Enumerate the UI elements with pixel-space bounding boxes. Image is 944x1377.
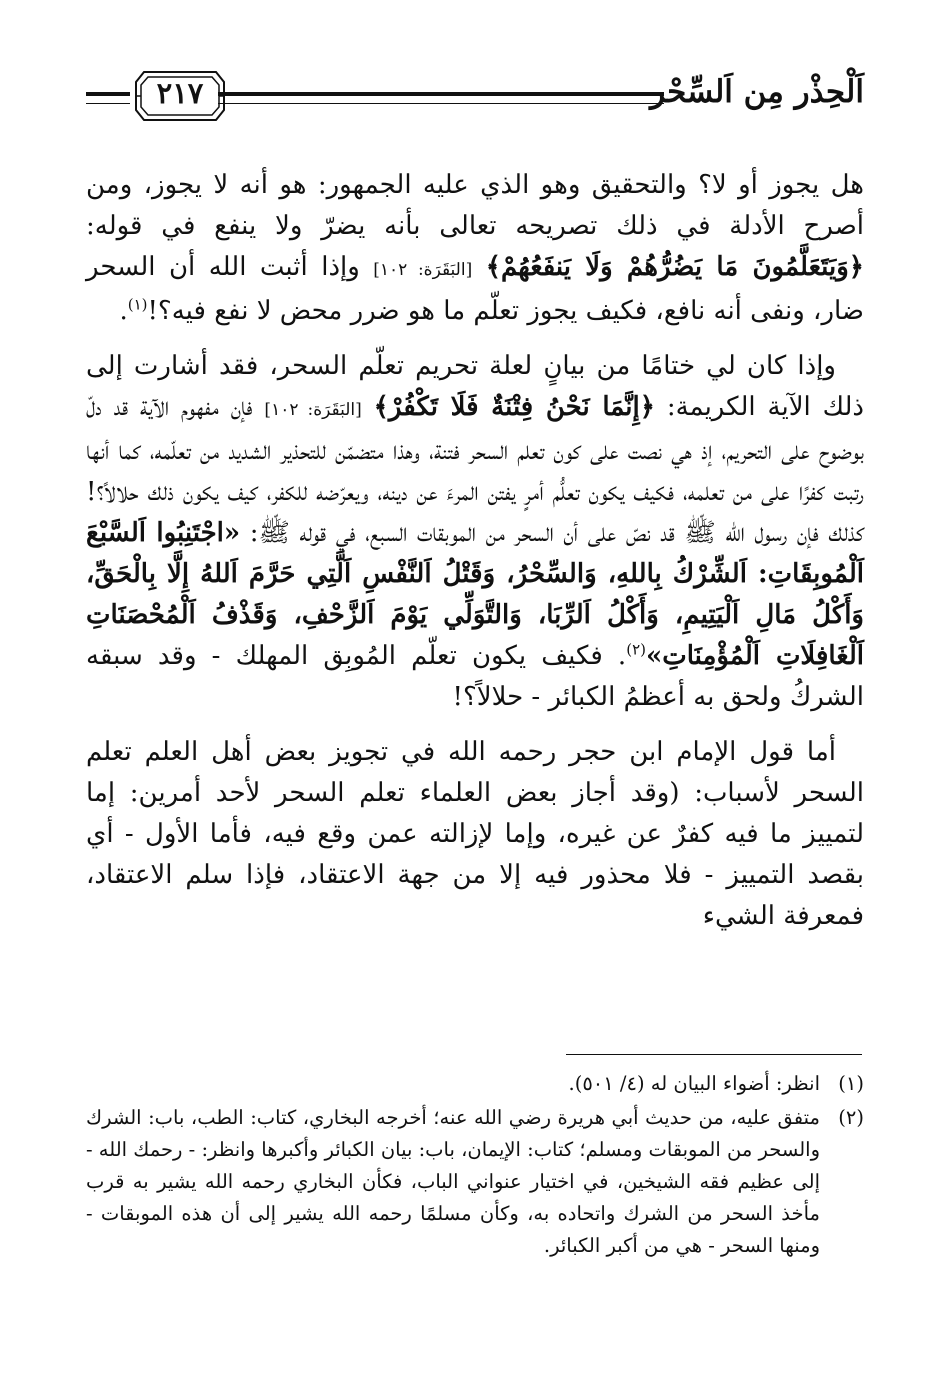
footnote-1 [86, 1068, 864, 1100]
verse-reference-1: [البَقَرَة: ١٠٢] [373, 260, 473, 280]
quran-verse-1: ﴿وَيَتَعَلَّمُونَ مَا يَضُرُّهُمْ وَلَا يَنفَعُهُمْ﴾ [485, 252, 865, 282]
footnote-text: متفق عليه، من حديث أبي هريرة رضي الله عنه؛ أخرجه البخاري، كتاب: الطب، باب: الشرك والسحر من الموبقات ومسلم؛ كتاب: الإيمان، باب: بيان الكبائر وأكبرها وانظر: - رحمك الله - إلى عظيم فقه الشيخين، في اختيار عنواني الباب، فكأن البخاري رحمه الله يشير به قرب مأخذ السحر من الشرك واتحاده به، وكأن مسلمًا رحمه الله يشير إلى أن هذه الموبقات - ومنها السحر - هي من أكبر الكبائر. [86, 1106, 820, 1257]
footnote-marker-1[interactable]: (١) [127, 295, 148, 314]
footnote-2 [86, 1102, 864, 1262]
paragraph-2-text-c: . فكيف يكون تعلّم المُوبِق المهلك - وقد سبقه الشركُ ولحق به أعظمُ الكبائر - حلالاً؟! [86, 641, 864, 712]
running-title: اَلْحِذْر مِن اَلسِّحْر [650, 74, 864, 110]
paragraph-2-text-a: وإذا كان لي ختامًا من بيانٍ لعلة تحريم تعلّم السحر، فقد أشارت إلى ذلك الآية الكريمة: [86, 351, 865, 422]
paragraph-1-text-b: وإذا أثبت الله أن السحر ضار، ونفى أنه نافع، فكيف يجوز تعلّم ما هو ضرر محض لا نفع فيه؟! [86, 252, 864, 326]
footnote-number: (١) [838, 1072, 864, 1095]
quran-verse-2: ﴿إِنَّمَا نَحْنُ فِتْنَةٌ فَلَا تَكْفُرْ﴾ [373, 392, 655, 422]
page-header [86, 58, 864, 128]
paragraph-1: هل يجوز أو لا؟ والتحقيق وهو الذي عليه الجمهور: هو أنه لا يجوز، ومن أصرح الأدلة في ذلك تصريحه تعالى بأنه يضرّ ولا ينفع في قوله: ﴿وَيَتَعَلَّمُونَ مَا يَضُرُّهُمْ وَلَا يَنفَعُهُمْ﴾ [البَقَرَة: ١٠٢] وإذا أثبت الله أن السحر ضار، ونفى أنه نافع، فكيف يجوز تعلّم ما هو ضرر محض لا نفع فيه؟!$^{(١)}$. [86, 170, 865, 326]
page-number-frame [134, 68, 226, 124]
footnote-marker-2[interactable]: (٢) [626, 640, 646, 659]
footnote-text: انظر: أضواء البيان له (٤/ ٥٠١). [568, 1072, 820, 1095]
header-rule-left [86, 92, 130, 104]
footnote-divider [566, 1054, 862, 1055]
paragraph-2 [86, 346, 864, 718]
paragraph-3: أما قول الإمام ابن حجر رحمه الله في تجويز بعض أهل العلم تعلم السحر لأسباب: (وقد أجاز بعض العلماء تعلم السحر لأحد أمرين: إما لتمييز ما فيه كفرٌ عن غيره، وإما لإزالته عمن وقع فيه، فأما الأول - أي بقصد التمييز - فلا محذور فيه إلا من جهة الاعتقاد، فإذا سلم الاعتقاد، فمعرفة الشيء [86, 737, 864, 931]
main-text [86, 165, 864, 951]
hadith-text: «اجْتَنِبُوا اَلسَّبْعَ اَلْمُوبِقَاتِ: اَلشِّرْكُ بِاللهِ، وَالسِّحْرُ، وَقَتْلُ اَلنَّفْسِ اَلَّتِي حَرَّمَ اَللهُ إِلَّا بِالْحَقِّ، وَأَكْلُ مَالِ اَلْيَتِيمِ، وَأَكْلُ اَلرِّبَا، وَالتَّوَلِّي يَوْمَ اَلزَّحْفِ، وَقَذْفُ اَلْمُحْصَنَاتِ اَلْغَافِلَاتِ اَلْمُؤْمِنَاتِ» [86, 518, 864, 671]
footnotes [86, 1068, 864, 1264]
page-number: ٢١٧ [156, 76, 204, 110]
paragraph-1-text-a: هل يجوز أو لا؟ والتحقيق وهو الذي عليه الجمهور: هو أنه لا يجوز، ومن أصرح الأدلة في ذلك تصريحه تعالى بأنه يضرّ ولا ينفع في قوله: [86, 170, 864, 241]
paragraph-2-text-b: فإن مفهوم الآية قد دلّ بوضوح على التحريم، إذ هي نصت على كون تعلم السحر فتنة، وهذا متضمّن للتحذير الشديد من تعلّمه، كما أنها رتبت كفرًا على من تعلمه، فكيف يكون تعلُّم أمرٍ يفتن المرءَ عن دينه، ويعرّضه للكفر، كيف يكون ذلك حلالاً؟! كذلك فإن رسول الله ﷺ قد نصّ على أن السحر من الموبقات السبع، في قوله ﷺ: [86, 392, 864, 548]
header-rule-right [218, 92, 664, 104]
verse-reference-2: [البَقَرَة: ١٠٢] [264, 400, 362, 420]
footnote-number: (٢) [838, 1106, 864, 1129]
